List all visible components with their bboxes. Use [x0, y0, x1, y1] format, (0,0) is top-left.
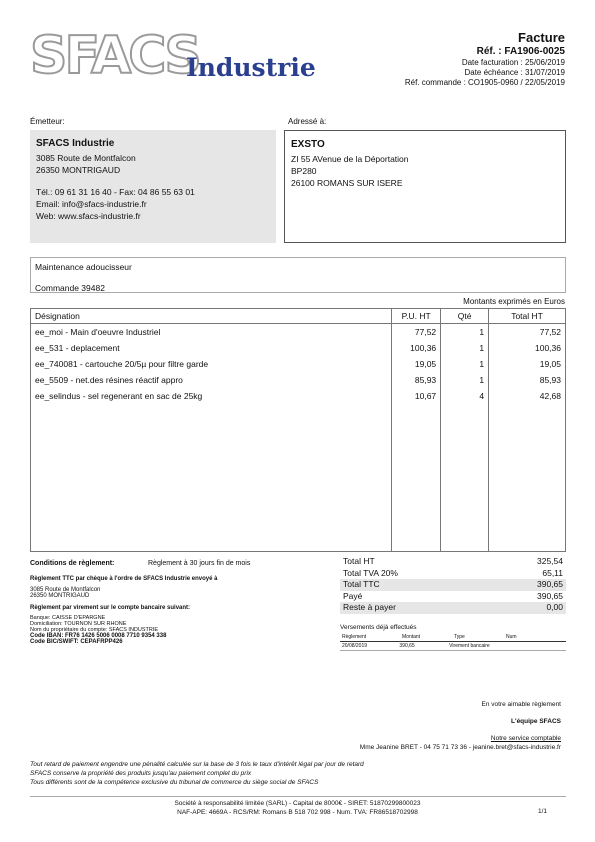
footer — [0, 799, 595, 817]
table-filler — [31, 404, 566, 552]
vers-type: Virement bancaire — [449, 643, 490, 649]
table-row — [31, 372, 566, 388]
destinataire-name: EXSTO — [291, 139, 325, 150]
row-qte: 4 — [441, 388, 489, 404]
emetteur-name: SFACS Industrie — [36, 138, 115, 149]
sign-line1: En votre aimable règlement — [481, 701, 561, 708]
logo-suffix: Industrie — [186, 53, 316, 82]
objet-line1: Maintenance adoucisseur — [35, 262, 132, 272]
table-row — [31, 340, 566, 356]
sign-line2: L'équipe SFACS — [511, 718, 561, 725]
cheque-addr1: 3085 Route de Montfalcon — [30, 587, 101, 593]
total-label: Reste à payer — [343, 602, 396, 612]
virement-title: Règlement par virement sur le compte bancaire suivant: — [30, 605, 191, 611]
total-ht-row — [340, 556, 566, 568]
row-designation: ee_740081 - cartouche 20/5µ pour filtre garde — [31, 356, 392, 372]
total-ttc-row — [340, 579, 566, 591]
destinataire-address2: BP280 — [291, 166, 317, 176]
row-designation: ee_moi - Main d'oeuvre Industriel — [31, 324, 392, 340]
destinataire-label: Adressé à: — [288, 117, 327, 126]
emetteur-label: Émetteur: — [30, 117, 65, 126]
objet-line2: Commande 39482 — [35, 283, 105, 293]
col-designation: Désignation — [31, 309, 392, 324]
invoice-ref: Réf. : FA1906-0025 — [476, 46, 565, 57]
destinataire-address1: ZI 55 AVenue de la Déportation — [291, 154, 409, 164]
invoice-header — [405, 30, 565, 87]
vers-num — [526, 643, 564, 649]
destinataire-box — [284, 130, 566, 243]
total-value: 0,00 — [546, 602, 563, 612]
col-total: Total HT — [489, 309, 566, 324]
row-total: 100,36 — [489, 340, 566, 356]
row-pu: 19,05 — [392, 356, 441, 372]
row-total: 77,52 — [489, 324, 566, 340]
iban: Code IBAN: FR76 1426 5006 0008 7710 9354 338 — [30, 633, 167, 639]
logo-brand: SFACS — [30, 26, 199, 86]
note-line2: SFACS conserve la propriété des produits jusqu'au paiement complet du prix — [30, 770, 252, 777]
domiciliation: Domiciliation: TOURNON SUR RHONE — [30, 621, 127, 627]
proprietaire: Nom du propriétaire du compte: SFACS INDUSTRIE — [30, 627, 159, 633]
total-label: Payé — [343, 590, 363, 601]
versements-title: Versements déjà effectués — [340, 624, 417, 631]
destinataire-address3: 26100 ROMANS SUR ISERE — [291, 178, 403, 188]
total-value: 390,65 — [537, 579, 563, 589]
col-pu: P.U. HT — [392, 309, 441, 324]
emetteur-tel: Tél.: 09 61 31 16 40 - Fax: 04 86 55 63 01 — [36, 187, 195, 197]
total-value: 390,65 — [537, 590, 563, 601]
legal-notes — [30, 760, 364, 787]
row-total: 19,05 — [489, 356, 566, 372]
sign-line3: Notre service comptable — [490, 735, 561, 742]
objet-box — [30, 257, 566, 293]
sign-line4: Mme Jeanine BRET - 04 75 71 73 36 - jeanine.bret@sfacs-industrie.fr — [359, 744, 561, 751]
row-qte: 1 — [441, 324, 489, 340]
vers-col-num: Num — [506, 634, 517, 640]
vers-col-montant: Montant — [402, 634, 421, 640]
conditions-label: Conditions de règlement: — [30, 560, 115, 567]
paye-row — [340, 591, 566, 603]
emetteur-box — [30, 130, 276, 243]
versements-header — [340, 633, 566, 642]
conditions-value: Règlement à 30 jours fin de mois — [148, 560, 251, 567]
total-label: Total TTC — [343, 579, 380, 589]
row-pu: 10,67 — [392, 388, 441, 404]
cheque-addr2: 26350 MONTRIGAUD — [30, 593, 90, 599]
total-label: Total TVA 20% — [343, 567, 398, 578]
row-qte: 1 — [441, 340, 489, 356]
emetteur-address2: 26350 MONTRIGAUD — [36, 165, 121, 175]
cheque-title: Règlement TTC par chèque à l'ordre de SFACS Industrie envoyé à — [30, 576, 218, 582]
row-pu: 100,36 — [392, 340, 441, 356]
emetteur-email: Email: info@sfacs-industrie.fr — [36, 199, 147, 209]
table-row — [31, 356, 566, 372]
montants-note: Montants exprimés en Euros — [463, 297, 565, 306]
note-line3: Tous différents sont de la compétence exclusive du tribunal de commerce du siège social de SFACS — [30, 779, 319, 786]
row-designation: ee_531 - deplacement — [31, 340, 392, 356]
total-label: Total HT — [343, 556, 375, 566]
items-header-row — [31, 309, 566, 324]
reste-row — [340, 602, 566, 614]
date-facturation: Date facturation : 25/06/2019 — [461, 58, 565, 67]
date-echeance: Date échéance : 31/07/2019 — [464, 68, 565, 77]
vers-col-type: Type — [454, 634, 465, 640]
total-tva-row — [340, 568, 566, 580]
note-line1: Tout retard de paiement engendre une pénalité calculée sur la base de 3 fois le taux d'intérêt légal par jour de retard — [30, 761, 364, 768]
emetteur-web: Web: www.sfacs-industrie.fr — [36, 211, 141, 221]
footer-divider — [30, 796, 566, 797]
vers-reglement: 20/08/2019 — [342, 643, 368, 649]
footer-line1: Société à responsabilité limitée (SARL) - Capital de 8000€ - SIRET: 51870299800023 — [174, 800, 421, 807]
versements-block — [340, 624, 566, 651]
company-logo — [30, 26, 316, 90]
emetteur-address1: 3085 Route de Montfalcon — [36, 153, 136, 163]
row-pu: 85,93 — [392, 372, 441, 388]
bic: Code BIC/SWIFT: CEPAFRPP426 — [30, 639, 123, 645]
table-row — [31, 388, 566, 404]
totals-block — [340, 556, 566, 614]
invoice-title: Facture — [518, 30, 565, 45]
row-designation: ee_5509 - net.des résines réactif appro — [31, 372, 392, 388]
vers-montant: 390,65 — [399, 643, 415, 649]
items-table — [30, 308, 566, 552]
row-total: 42,68 — [489, 388, 566, 404]
conditions-block — [30, 558, 330, 645]
banque: Banque: CAISSE D'EPARGNE — [30, 615, 106, 621]
table-row — [31, 324, 566, 340]
footer-line2: NAF-APE: 4669A - RCS/RM: Romans B 518 702 998 - Num. TVA: FR86518702998 — [177, 809, 418, 816]
total-value: 325,54 — [537, 556, 563, 566]
row-qte: 1 — [441, 356, 489, 372]
ref-commande: Réf. commande : CO1905-0960 / 22/05/2019 — [404, 78, 565, 87]
vers-col-reglement: Règlement — [342, 634, 367, 640]
row-pu: 77,52 — [392, 324, 441, 340]
total-value: 65,11 — [542, 567, 563, 578]
col-qte: Qté — [441, 309, 489, 324]
row-designation: ee_selindus - sel regenerant en sac de 25kg — [31, 388, 392, 404]
page-number: 1/1 — [537, 808, 547, 815]
row-qte: 1 — [441, 372, 489, 388]
versement-row — [340, 642, 566, 651]
row-total: 85,93 — [489, 372, 566, 388]
